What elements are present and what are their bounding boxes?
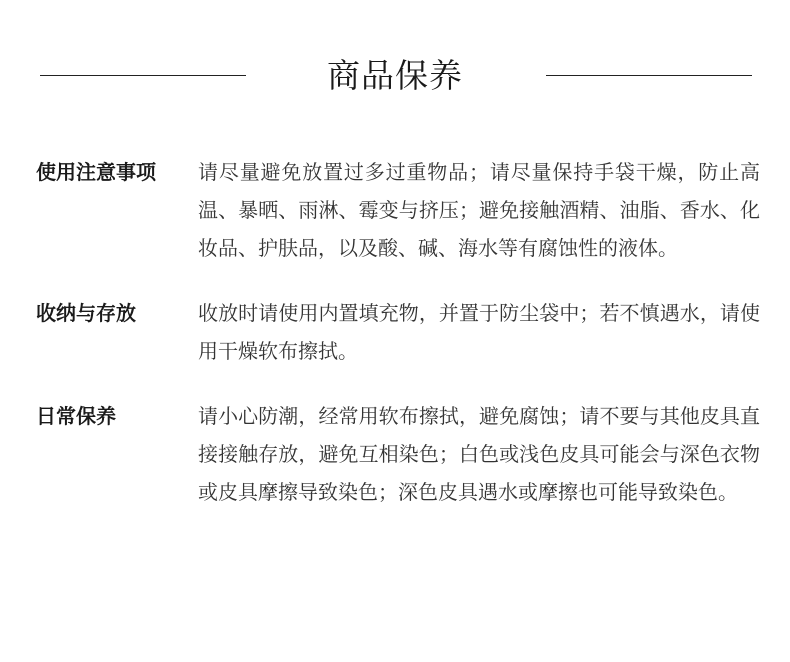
section-usage-notes [36, 153, 760, 267]
section-text: 收放时请使用内置填充物，并置于防尘袋中；若不慎遇水，请使用干燥软布擦拭。 [198, 301, 760, 363]
section-label: 使用注意事项 [36, 160, 156, 184]
section-text: 请小心防潮，经常用软布擦拭，避免腐蚀；请不要与其他皮具直接接触存放，避免互相染色；白色或浅色皮具可能会与深色衣物或皮具摩擦导致染色；深色皮具遇水或摩擦也可能导致染色。 [198, 404, 760, 504]
header-divider-right [546, 75, 752, 76]
section-daily-care [36, 397, 760, 511]
section-label: 日常保养 [36, 404, 116, 428]
section-header [0, 48, 790, 104]
section-storage [36, 294, 760, 370]
section-label: 收纳与存放 [36, 301, 136, 325]
page-title: 商品保养 [327, 56, 463, 95]
section-text: 请尽量避免放置过多过重物品；请尽量保持手袋干燥，防止高温、暴晒、雨淋、霉变与挤压；避免接触酒精、油脂、香水、化妆品、护肤品，以及酸、碱、海水等有腐蚀性的液体。 [198, 160, 760, 260]
care-sections [36, 153, 760, 538]
